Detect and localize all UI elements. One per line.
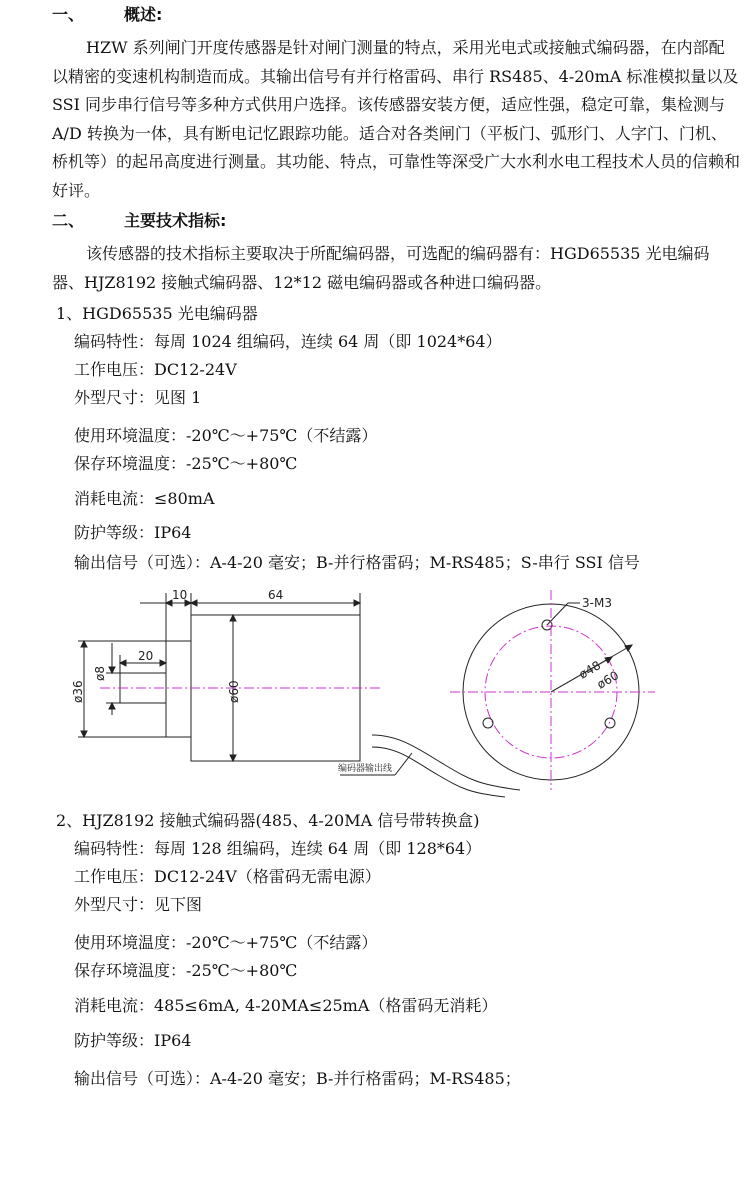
encoder1-spec: 输出信号（可选）：A-4-20 毫安；B-并行格雷码；M-RS485；S-串行 SSI 信号 bbox=[74, 553, 640, 572]
encoder2-spec: 保存环境温度：-25℃～+80℃ bbox=[74, 961, 298, 980]
section2-heading bbox=[52, 210, 226, 232]
section1-body: HZW 系列闸门开度传感器是针对闸门测量的特点，采用光电式或接触式编码器，在内部配以精密的变速机构制造而成。其输出信号有并行格雷码、串行 RS485、4-20mA 标准模拟量以及 SSI 同步串行信号等多种方式供用户选择。该传感器安装方便，适应性强，稳定可靠，集检测与 A/D 转换为一体，具有断电记忆跟踪功能。适合对各类闸门（平板门、弧形门、人字门、门机、桥机等）的起吊高度进行测量。其功能、特点，可靠性等深受广大水利水电工程技术人员的信赖和好评。 bbox=[52, 38, 741, 200]
encoder1-spec: 外型尺寸：见图 1 bbox=[74, 388, 202, 407]
dim-phi8-label: ø8 bbox=[93, 666, 107, 681]
encoder1-spec: 防护等级：IP64 bbox=[74, 523, 192, 542]
encoder2-spec: 消耗电流：485≤6mA, 4-20MA≤25mA（格雷码无消耗） bbox=[74, 996, 498, 1015]
cable-label: 编码器输出线 bbox=[338, 764, 393, 774]
encoder1-spec: 消耗电流：≤80mA bbox=[74, 489, 215, 508]
encoder2-spec: 外型尺寸：见下图 bbox=[74, 895, 203, 914]
dim-phi36-label: ø36 bbox=[71, 680, 85, 703]
encoder2-spec: 防护等级：IP64 bbox=[74, 1031, 192, 1050]
encoder2-heading: 2、HJZ8192 接触式编码器(485、4-20MA 信号带转换盒) bbox=[56, 811, 480, 830]
dim-20-label: 20 bbox=[138, 649, 154, 663]
encoder1-spec: 编码特性：每周 1024 组编码，连续 64 周（即 1024*64） bbox=[74, 332, 502, 351]
encoder2-spec: 使用环境温度：-20℃～+75℃（不结露） bbox=[74, 933, 378, 952]
section2-intro: 该传感器的技术指标主要取决于所配编码器，可选配的编码器有：HGD65535 光电编码器、HJZ8192 接触式编码器、12*12 磁电编码器或各种进口编码器。 bbox=[52, 244, 710, 292]
encoder-dimension-drawing bbox=[0, 585, 750, 800]
section1-heading bbox=[52, 4, 162, 26]
encoder1-spec: 保存环境温度：-25℃～+80℃ bbox=[74, 454, 298, 473]
encoder2-spec: 工作电压：DC12-24V（格雷码无需电源） bbox=[74, 867, 381, 886]
section1-title: 概述: bbox=[124, 5, 163, 24]
section1-number: 一、 bbox=[52, 5, 85, 24]
section2-title: 主要技术指标: bbox=[124, 211, 227, 230]
hole-label: 3-M3 bbox=[582, 596, 612, 610]
dim-64-label: 64 bbox=[268, 588, 284, 602]
dim-phi48-label: ø48 bbox=[576, 658, 604, 682]
encoder1-heading: 1、HGD65535 光电编码器 bbox=[56, 304, 258, 323]
section2-number: 二、 bbox=[52, 211, 85, 230]
dim-10-label: 10 bbox=[172, 588, 188, 602]
dim-phi60-side-label: ø60 bbox=[227, 680, 241, 703]
encoder2-spec: 输出信号（可选）：A-4-20 毫安；B-并行格雷码；M-RS485； bbox=[74, 1069, 521, 1088]
encoder2-spec: 编码特性：每周 128 组编码，连续 64 周（即 128*64） bbox=[74, 839, 482, 858]
dim-phi60-front-label: ø60 bbox=[594, 668, 622, 692]
encoder1-spec: 使用环境温度：-20℃～+75℃（不结露） bbox=[74, 426, 378, 445]
encoder1-spec: 工作电压：DC12-24V bbox=[74, 360, 237, 379]
